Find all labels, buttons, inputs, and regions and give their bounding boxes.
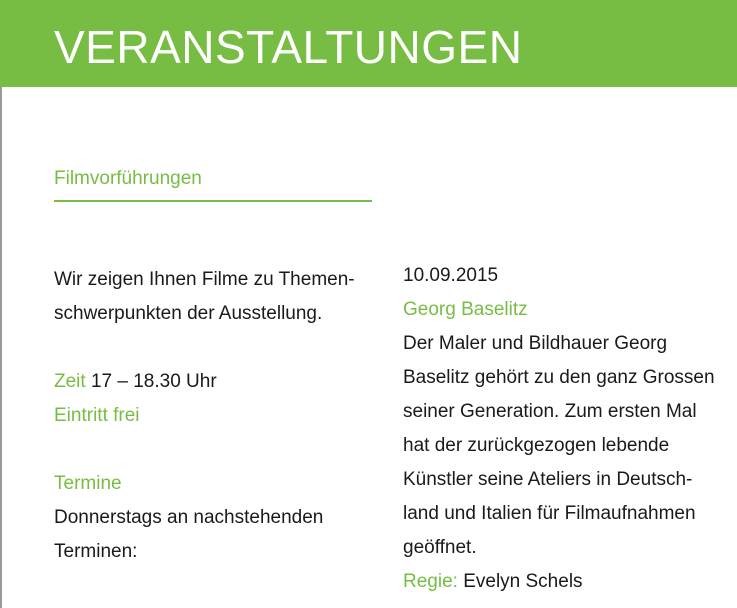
time-line [54, 365, 217, 399]
left-border-rule [0, 87, 2, 608]
time-info [54, 365, 217, 433]
time-label: Zeit [54, 371, 86, 392]
director-name: Evelyn Schels [463, 571, 583, 592]
event-description-line: seiner Generation. Zum ersten Mal [403, 401, 697, 422]
intro-line: Wir zeigen Ihnen Filme zu Themen- [54, 269, 355, 290]
event-description-line: hat der zurückgezogen lebende [403, 435, 670, 456]
director-line [403, 565, 715, 599]
director-label: Regie: [403, 571, 458, 592]
intro-text [54, 263, 355, 331]
event-description-line: Baselitz gehört zu den ganz Grossen [403, 367, 715, 388]
event-description-line: Künstler seine Ateliers in Deutsch- [403, 469, 693, 490]
event-title: Georg Baselitz [403, 299, 528, 320]
schedule-line: Terminen: [54, 541, 138, 562]
event-description-line: land und Italien für Filmaufnahmen [403, 503, 696, 524]
time-value: 17 – 18.30 Uhr [90, 371, 217, 392]
admission-text: Eintritt frei [54, 405, 140, 426]
event-date: 10.09.2015 [403, 265, 499, 286]
event-description-line: geöffnet. [403, 537, 477, 558]
schedule-info [54, 467, 323, 569]
schedule-label: Termine [54, 473, 122, 494]
schedule-line: Donnerstags an nachstehenden [54, 507, 324, 528]
event-description-line: Der Maler und Bildhauer Georg [403, 333, 668, 354]
intro-line: schwerpunkten der Ausstellung. [54, 303, 323, 324]
page-header [0, 0, 737, 87]
section-title: Filmvorführungen [54, 168, 202, 189]
event-entry [403, 259, 715, 599]
page-title: VERANSTALTUNGEN [54, 21, 523, 73]
section-underline [54, 200, 372, 202]
